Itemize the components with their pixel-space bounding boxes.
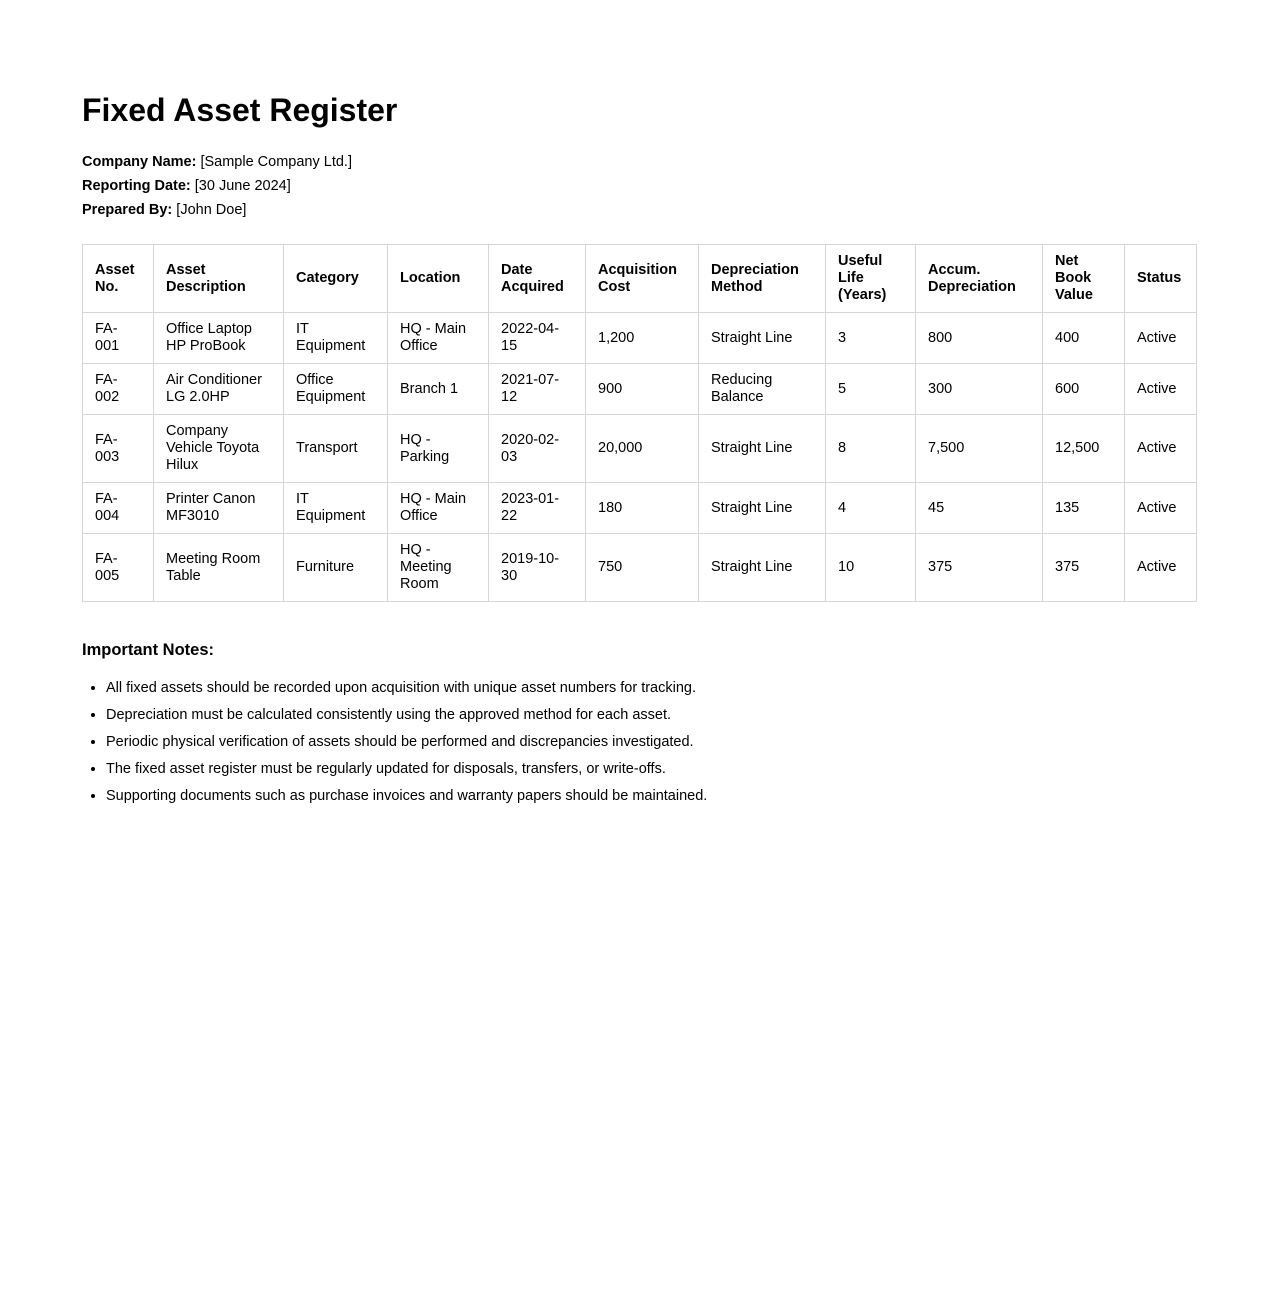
- meta-key: Prepared By:: [82, 202, 173, 218]
- table-cell: IT Equipment: [284, 313, 388, 364]
- table-cell: 2020-02-03: [489, 415, 586, 483]
- table-row: [83, 415, 1197, 483]
- meta-company-name: [82, 150, 1196, 174]
- table-cell: Air Conditioner LG 2.0HP: [154, 364, 284, 415]
- meta-key: Company Name:: [82, 154, 197, 170]
- column-header: Acquisition Cost: [586, 245, 699, 313]
- table-cell: 20,000: [586, 415, 699, 483]
- table-cell: Meeting Room Table: [154, 534, 284, 602]
- table-cell: Straight Line: [699, 415, 826, 483]
- table-cell: Active: [1125, 534, 1197, 602]
- note-item: • Supporting documents such as purchase invoices and warranty papers should be maintained.: [106, 788, 1196, 805]
- table-cell: 2022-04-15: [489, 313, 586, 364]
- report-meta: [82, 150, 1196, 222]
- table-cell: Printer Canon MF3010: [154, 483, 284, 534]
- table-cell: 900: [586, 364, 699, 415]
- table-cell: 5: [826, 364, 916, 415]
- column-header: Date Acquired: [489, 245, 586, 313]
- table-cell: 4: [826, 483, 916, 534]
- table-cell: 750: [586, 534, 699, 602]
- table-cell: Active: [1125, 483, 1197, 534]
- table-cell: 45: [916, 483, 1043, 534]
- table-cell: 10: [826, 534, 916, 602]
- table-cell: FA-001: [83, 313, 154, 364]
- note-item: • Periodic physical verification of assets should be performed and discrepancies investigated.: [106, 734, 1196, 751]
- column-header: Useful Life (Years): [826, 245, 916, 313]
- table-cell: 400: [1043, 313, 1125, 364]
- table-cell: FA-004: [83, 483, 154, 534]
- notes-heading: Important Notes:: [82, 641, 214, 659]
- table-row: [83, 483, 1197, 534]
- table-cell: 180: [586, 483, 699, 534]
- table-cell: 800: [916, 313, 1043, 364]
- table-row: [83, 364, 1197, 415]
- table-cell: 135: [1043, 483, 1125, 534]
- table-cell: 2023-01-22: [489, 483, 586, 534]
- page-title: Fixed Asset Register: [82, 92, 398, 128]
- table-cell: Reducing Balance: [699, 364, 826, 415]
- table-row: [83, 313, 1197, 364]
- table-cell: Straight Line: [699, 313, 826, 364]
- table-cell: FA-002: [83, 364, 154, 415]
- column-header: Asset No.: [83, 245, 154, 313]
- table-cell: Straight Line: [699, 483, 826, 534]
- table-cell: HQ - Parking: [388, 415, 489, 483]
- table-cell: Transport: [284, 415, 388, 483]
- column-header: Status: [1125, 245, 1197, 313]
- table-cell: 300: [916, 364, 1043, 415]
- table-header-row: [83, 245, 1197, 313]
- table-cell: Branch 1: [388, 364, 489, 415]
- column-header: Asset Description: [154, 245, 284, 313]
- column-header: Location: [388, 245, 489, 313]
- table-cell: Office Laptop HP ProBook: [154, 313, 284, 364]
- meta-reporting-date: [82, 174, 1196, 198]
- table-cell: FA-005: [83, 534, 154, 602]
- table-cell: Active: [1125, 364, 1197, 415]
- table-cell: IT Equipment: [284, 483, 388, 534]
- meta-prepared-by: [82, 198, 1196, 222]
- note-item: • All fixed assets should be recorded upon acquisition with unique asset numbers for tracking.: [106, 680, 1196, 697]
- table-cell: Furniture: [284, 534, 388, 602]
- table-cell: 3: [826, 313, 916, 364]
- table-cell: 2021-07-12: [489, 364, 586, 415]
- table-cell: 375: [1043, 534, 1125, 602]
- meta-value: [John Doe]: [176, 202, 247, 218]
- table-cell: Company Vehicle Toyota Hilux: [154, 415, 284, 483]
- column-header: Accum. Depreciation: [916, 245, 1043, 313]
- meta-key: Reporting Date:: [82, 178, 191, 194]
- table-cell: HQ - Meeting Room: [388, 534, 489, 602]
- table-cell: 7,500: [916, 415, 1043, 483]
- table-row: [83, 534, 1197, 602]
- asset-register-table: [82, 244, 1197, 602]
- table-cell: Active: [1125, 313, 1197, 364]
- table-cell: 2019-10-30: [489, 534, 586, 602]
- table-cell: HQ - Main Office: [388, 483, 489, 534]
- table-body: [83, 313, 1197, 602]
- meta-value: [30 June 2024]: [194, 178, 291, 194]
- table-cell: 600: [1043, 364, 1125, 415]
- meta-value: [Sample Company Ltd.]: [200, 154, 352, 170]
- table-cell: 8: [826, 415, 916, 483]
- table-cell: HQ - Main Office: [388, 313, 489, 364]
- note-item: • The fixed asset register must be regularly updated for disposals, transfers, or write-offs.: [106, 761, 1196, 778]
- table-cell: FA-003: [83, 415, 154, 483]
- table-cell: 12,500: [1043, 415, 1125, 483]
- table-cell: Active: [1125, 415, 1197, 483]
- column-header: Category: [284, 245, 388, 313]
- table-cell: Office Equipment: [284, 364, 388, 415]
- table-cell: 1,200: [586, 313, 699, 364]
- column-header: Depreciation Method: [699, 245, 826, 313]
- column-header: Net Book Value: [1043, 245, 1125, 313]
- table-cell: 375: [916, 534, 1043, 602]
- notes-list: [82, 680, 1196, 805]
- note-item: • Depreciation must be calculated consistently using the approved method for each asset.: [106, 707, 1196, 724]
- document-page: [82, 88, 1196, 815]
- table-cell: Straight Line: [699, 534, 826, 602]
